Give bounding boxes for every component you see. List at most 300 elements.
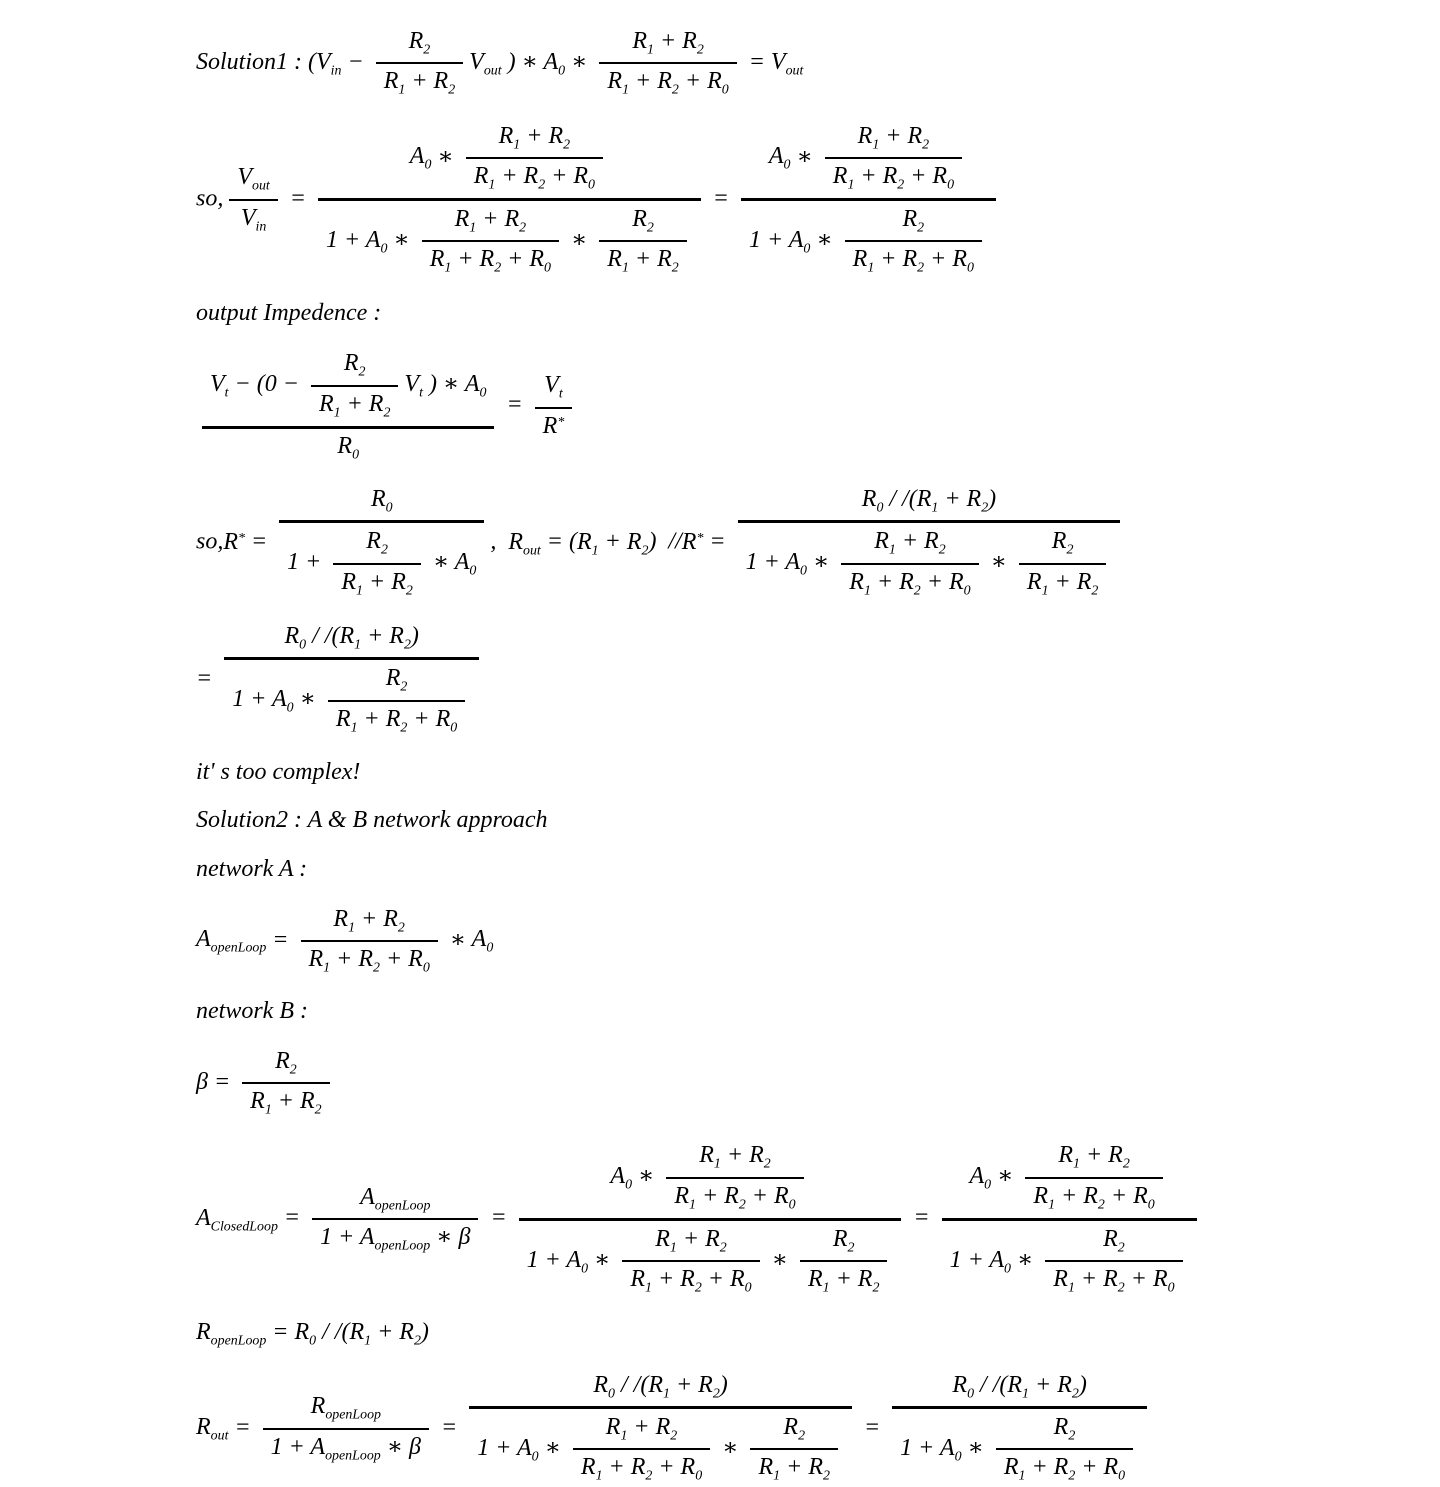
variable-base: R (318, 390, 334, 417)
math-text: + (701, 1266, 730, 1293)
math-text: − (0 − (228, 371, 305, 398)
variable-base: A (516, 1434, 532, 1461)
variable-base: R (681, 528, 697, 555)
variable (1152, 1266, 1175, 1296)
variable-base: R (473, 162, 489, 189)
variable (516, 1434, 539, 1465)
subscript: 0 (625, 1177, 633, 1193)
variable-base: R (1103, 1266, 1118, 1293)
subscript: out (483, 63, 502, 79)
subscript: 0 (450, 719, 458, 735)
variable (632, 28, 654, 58)
subscript: 2 (405, 582, 413, 598)
variable-base: R (832, 1225, 848, 1252)
math-text: + (1029, 1371, 1058, 1398)
math-text: + (363, 568, 392, 595)
subscript: in (255, 218, 267, 234)
subscript: 1 (669, 1240, 677, 1256)
subscript: 2 (494, 260, 502, 276)
variable (358, 945, 380, 976)
math-text: = (703, 528, 732, 555)
subscript: 2 (922, 136, 930, 152)
math-text: 1 + (326, 226, 366, 253)
variable-base: R (952, 1371, 968, 1398)
variable-base: R (310, 1393, 326, 1420)
subscript: 2 (380, 542, 388, 558)
variable-base: R (1033, 1182, 1049, 1209)
numerator (1045, 1225, 1182, 1262)
variable-base: A (196, 1204, 211, 1231)
variable-base: R (857, 1266, 873, 1293)
variable (404, 371, 423, 401)
math-text: = (228, 1414, 257, 1441)
variable (630, 1266, 652, 1296)
math-text: / /( (614, 1371, 649, 1398)
variable (498, 122, 521, 152)
subscript: 0 (380, 241, 388, 257)
fraction (741, 121, 996, 279)
note-too-complex (196, 759, 1410, 787)
variable (359, 1224, 431, 1254)
variable (1058, 1142, 1080, 1172)
math-text: + (1104, 1182, 1134, 1209)
variable-base: R (333, 905, 349, 932)
math-text: ) ∗ (501, 48, 544, 75)
variable (196, 1204, 278, 1235)
variable (435, 705, 458, 735)
subscript: 2 (897, 177, 905, 193)
variable-base: R (655, 1414, 671, 1440)
fraction (202, 348, 494, 464)
math-text: + (652, 1454, 681, 1481)
math-text: + (870, 568, 900, 595)
subscript: 0 (963, 582, 971, 598)
variable (383, 68, 406, 98)
math-text: + (695, 1182, 725, 1209)
variable (299, 1088, 322, 1118)
math-text: = (283, 185, 312, 212)
variable-base: R (196, 1319, 211, 1346)
variable (471, 926, 494, 956)
math-text: + (924, 246, 953, 273)
variable (932, 162, 955, 193)
math-text: = (266, 1319, 295, 1346)
formula-r-openloop (196, 1319, 1410, 1349)
subscript: 0 (783, 157, 791, 173)
variable-base: R (1053, 1266, 1068, 1293)
denominator (376, 64, 463, 99)
variable-base: R (433, 68, 449, 95)
variable-base: R (250, 1088, 265, 1115)
denominator (666, 1179, 803, 1214)
math-text: ∗ (293, 686, 322, 713)
numerator (845, 205, 982, 242)
subscript: 1 (364, 1333, 372, 1349)
fraction (738, 485, 1121, 601)
variable (196, 1414, 229, 1444)
denominator (1045, 1262, 1182, 1297)
denominator (845, 242, 982, 277)
variable-base: R (699, 1142, 714, 1169)
variable (952, 246, 974, 276)
variable (607, 68, 630, 98)
math-text: / /( (316, 1319, 350, 1346)
math-text: = (196, 665, 219, 692)
variable-base: R (366, 528, 381, 555)
math-text: ∗ (443, 926, 472, 953)
variable-base: R (1053, 1414, 1069, 1440)
variable-base: R (607, 68, 623, 95)
variable-base: R (632, 206, 647, 233)
numerator (263, 1392, 429, 1429)
numerator (202, 348, 494, 429)
subscript: 1 (867, 260, 875, 276)
variable (469, 48, 502, 79)
variable (389, 622, 411, 653)
heading-network-b (196, 998, 1410, 1026)
variable (1076, 568, 1099, 598)
subscript: 2 (738, 1196, 746, 1212)
math-text: = (434, 1414, 464, 1441)
subscript: 0 (1147, 1196, 1155, 1212)
variable-base: R (479, 246, 495, 273)
variable-base: R (749, 1142, 764, 1169)
numerator (599, 205, 686, 242)
subscript: 0 (469, 563, 477, 579)
variable-base: R (341, 568, 357, 595)
subscript: 0 (299, 637, 307, 653)
formula-rstar-rout (196, 485, 1410, 601)
fraction (666, 1141, 803, 1214)
math-text: + (598, 528, 627, 555)
variable (861, 486, 884, 516)
variable-base: R (902, 246, 918, 273)
variable (832, 1225, 855, 1256)
variable-base: R (573, 162, 589, 189)
subscript: 1 (662, 1386, 670, 1401)
numerator (328, 664, 465, 701)
variable-base: R (648, 1371, 663, 1398)
variable (433, 68, 456, 98)
subscript: 2 (289, 1062, 297, 1078)
denominator (333, 565, 420, 600)
variable-base: R (808, 1454, 823, 1481)
formula-r-out (196, 1371, 1410, 1487)
math-text: , (490, 528, 509, 555)
subscript: 2 (646, 220, 654, 236)
math-text: ∗ (1010, 1246, 1040, 1273)
math-text: + (628, 246, 658, 273)
variable (902, 206, 925, 236)
variable (1103, 1266, 1125, 1296)
variable (874, 528, 896, 558)
fraction (279, 485, 484, 601)
variable-base: R (657, 68, 672, 95)
fraction (1019, 527, 1106, 600)
variable-base: A (271, 686, 287, 713)
math-text: + (1048, 568, 1077, 595)
subscript: openLoop (210, 1333, 267, 1349)
variable (454, 206, 477, 236)
numerator (333, 527, 420, 564)
variable-base: R (335, 705, 351, 732)
variable-base: R (383, 68, 399, 95)
variable (657, 68, 679, 98)
numerator (599, 27, 736, 64)
subscript: 2 (519, 220, 527, 236)
subscript: 1 (354, 637, 362, 653)
variable (610, 1163, 633, 1193)
variable-base: R (385, 665, 401, 692)
subscript: 1 (350, 719, 358, 735)
subscript: 2 (641, 542, 649, 558)
subscript: 1 (647, 42, 654, 58)
variable-base: R (730, 1266, 745, 1293)
math-text: ∗ (790, 143, 819, 170)
variable-base: R (523, 162, 539, 189)
math-text: 1 + (748, 226, 789, 253)
math-text: + (874, 246, 903, 273)
subscript: 2 (645, 1468, 653, 1484)
denominator (599, 242, 686, 277)
math-text: + (1075, 1454, 1104, 1481)
variable (310, 1393, 381, 1423)
math-text: = (857, 1414, 887, 1441)
subscript: 0 (876, 500, 884, 516)
variable (1053, 1414, 1076, 1444)
math-text: ∗ (810, 226, 839, 253)
variable (210, 371, 229, 401)
subscript: 0 (966, 260, 974, 276)
variable (1057, 1371, 1079, 1401)
fraction (466, 122, 603, 195)
formula-impedance-test (196, 348, 1410, 464)
subscript: 0 (486, 940, 494, 956)
variable (335, 705, 358, 735)
subscript: 1 (1018, 1468, 1026, 1484)
variable (333, 905, 356, 935)
math-text: = (500, 391, 529, 418)
variable (310, 1433, 381, 1463)
variable (399, 1319, 421, 1349)
variable-base: R (861, 486, 877, 513)
subscript: 2 (314, 1102, 322, 1118)
math-text: + (720, 1142, 750, 1169)
math-text: 1 + (477, 1434, 517, 1461)
variable-base: R (1058, 1142, 1073, 1169)
variable (907, 122, 930, 152)
variable-base: R (899, 568, 914, 595)
numerator (1019, 527, 1106, 564)
variable-base: R (626, 528, 642, 555)
fraction (311, 349, 398, 422)
subscript: 2 (798, 1428, 806, 1444)
variable (1133, 1182, 1155, 1212)
subscript: 2 (423, 42, 431, 58)
denominator (301, 942, 438, 977)
variable (1026, 568, 1049, 598)
math-text: ) // (648, 528, 682, 555)
variable (408, 28, 431, 58)
numerator (825, 122, 962, 159)
subscript: 0 (1167, 1280, 1175, 1296)
subscript: out (252, 178, 270, 194)
variable (383, 905, 405, 935)
denominator (469, 1409, 852, 1487)
variable (989, 1246, 1011, 1276)
variable-base: A (196, 926, 211, 953)
variable (339, 622, 362, 653)
subscript: 1 (595, 1468, 603, 1484)
variable (543, 413, 565, 439)
variable-base: R (807, 1266, 823, 1293)
math-text: + (476, 206, 505, 233)
numerator (892, 1371, 1147, 1409)
subscript: 1 (1072, 1156, 1080, 1172)
variable (408, 945, 430, 976)
subscript: 2 (1066, 542, 1074, 558)
math-text: + (829, 1266, 858, 1293)
variable-base: R (389, 622, 404, 649)
variable-base: A (768, 143, 784, 170)
numerator (996, 1413, 1133, 1450)
variable (1053, 1454, 1076, 1484)
variable (698, 1371, 720, 1401)
math-text: ∗ (538, 1434, 567, 1461)
variable-base: R (498, 122, 514, 149)
formula-closed-loop-gain (196, 121, 1410, 279)
subscript: 1 (847, 177, 855, 193)
variable-base: R (343, 350, 359, 377)
subscript: 0 (422, 960, 430, 976)
variable-base: R (774, 1182, 789, 1209)
subscript: 2 (400, 679, 408, 695)
math-text: = (706, 185, 735, 212)
variable (508, 528, 541, 558)
subscript: 0 (721, 82, 729, 98)
fraction (376, 27, 463, 100)
variable (648, 1371, 670, 1401)
denominator (318, 201, 701, 279)
variable-base: R (952, 246, 967, 273)
math-text: / /( (306, 622, 340, 649)
numerator (800, 1225, 887, 1262)
variable (1007, 1371, 1029, 1401)
formula-a-openloop (196, 905, 1410, 978)
numerator (422, 205, 559, 242)
math-text: ∗ (387, 226, 416, 253)
variable-base: R (916, 486, 932, 513)
variable-base: R (196, 1414, 211, 1441)
subscript: 0 (385, 500, 393, 516)
subscript: 1 (888, 542, 896, 558)
subscript: 1 (872, 136, 880, 152)
heading-output-impedance (196, 300, 1410, 328)
fraction (469, 1371, 852, 1487)
subscript: 2 (763, 1156, 771, 1172)
subscript: 1 (931, 500, 939, 516)
subscript: 1 (513, 136, 521, 152)
numerator (242, 1047, 329, 1084)
variable (1103, 1454, 1126, 1484)
subscript: openLoop (325, 1447, 381, 1463)
math-text: ∗ (765, 1246, 794, 1273)
numerator (312, 1183, 478, 1220)
subscript: 2 (913, 582, 921, 598)
subscript: 1 (356, 582, 363, 598)
subscript: 2 (671, 82, 679, 98)
superscript: * (557, 414, 565, 430)
fraction (422, 205, 559, 278)
subscript: 1 (1041, 582, 1049, 598)
math-text: + (340, 390, 369, 417)
variable (196, 926, 267, 956)
subscript: 2 (1091, 582, 1099, 598)
variable-base: R (368, 390, 384, 417)
math-text: / /( (883, 486, 917, 513)
variable (770, 48, 804, 79)
subscript: 2 (1097, 1196, 1105, 1212)
math-text: ) (1078, 1371, 1087, 1398)
variable (899, 568, 921, 598)
variable-base: A (989, 1246, 1005, 1273)
subscript: 0 (581, 1260, 589, 1276)
subscript: 1 (863, 582, 871, 598)
variable-base: V (316, 48, 331, 75)
math-text: + (653, 28, 683, 54)
subscript: 1 (1067, 1280, 1075, 1296)
numerator (841, 527, 978, 564)
fraction (622, 1225, 759, 1298)
math-text: + (271, 1088, 300, 1115)
variable (593, 1371, 615, 1401)
math-text: + (854, 162, 883, 189)
variable-base: R (349, 1319, 365, 1346)
denominator (202, 429, 494, 464)
subscript: 0 (800, 563, 807, 579)
subscript: 2 (938, 542, 946, 558)
subscript: openLoop (325, 1407, 381, 1423)
variable-base: R (284, 622, 300, 649)
math-text: + (330, 945, 359, 972)
variable (275, 1047, 297, 1078)
numerator (622, 1225, 759, 1262)
subscript: 0 (286, 700, 294, 716)
variable-base: A (785, 549, 801, 576)
fraction (328, 664, 465, 737)
variable-base: R (408, 28, 424, 54)
math-text: + (520, 122, 549, 149)
variable-base: A (788, 226, 804, 253)
variable (573, 162, 595, 193)
variable-base: V (544, 372, 559, 399)
subscript: 1 (398, 82, 406, 98)
variable-base: A (464, 371, 480, 398)
subscript: 1 (488, 177, 496, 193)
variable-base: R (674, 1182, 690, 1209)
variable-base: R (593, 1371, 609, 1398)
subscript: 2 (397, 919, 405, 935)
math-text: ∗ (431, 143, 460, 170)
fraction (224, 622, 479, 738)
variable (655, 1225, 677, 1256)
fraction (800, 1225, 887, 1298)
variable-base: R (857, 122, 873, 149)
math-text: ∗ β (380, 1433, 421, 1460)
variable (1108, 1142, 1130, 1172)
variable (849, 568, 871, 598)
denominator (328, 702, 465, 737)
